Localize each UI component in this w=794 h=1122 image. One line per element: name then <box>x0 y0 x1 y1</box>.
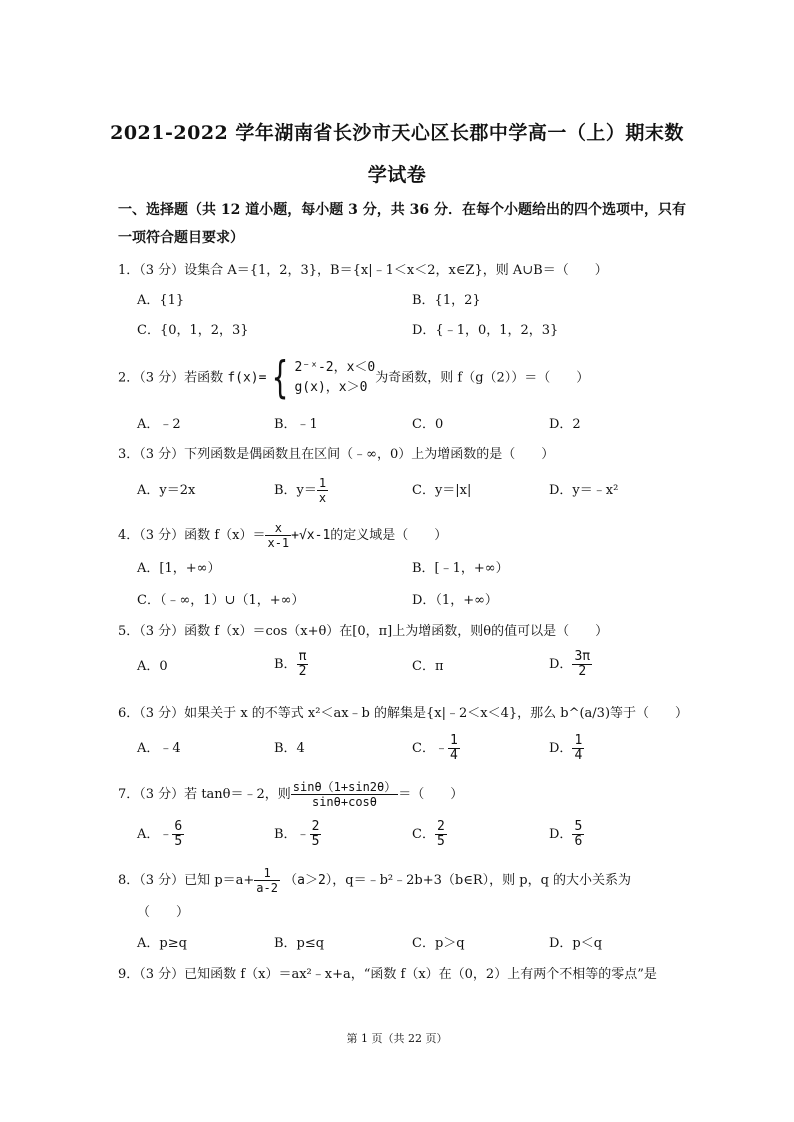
question-stem: （3 分）设集合 A＝{1，2，3}，B＝{x|﹣1＜x＜2，x∈Z}，则 A∪B＝（ ） <box>139 263 608 278</box>
question-stem-line2: （ ） <box>137 905 190 920</box>
brace-icon: { <box>272 352 289 403</box>
page-title-line1: 2021-2022 学年湖南省长沙市天心区长郡中学高一（上）期末数 <box>110 122 684 144</box>
option-c: C． $\frac{2}{5}$ <box>412 819 445 849</box>
question-2 <box>118 352 590 403</box>
fraction: $\frac{2}{5}$ <box>436 819 445 849</box>
fraction: $\frac{3\pi}{2}$ <box>574 649 591 679</box>
question-stem-post: ＝（ ） <box>398 787 464 802</box>
option-d: D． $\frac{1}{4}$ <box>549 733 583 763</box>
fraction: $\frac{2}{5}$ <box>311 819 320 849</box>
page-footer: 第 1 页（共 22 页） <box>346 1032 448 1045</box>
option-b: B．p≤q <box>274 936 325 951</box>
option-c: C．π <box>412 659 444 674</box>
question-3 <box>118 448 554 462</box>
fraction: $\frac{1}{a-2}$ <box>256 866 278 895</box>
question-1 <box>118 264 608 278</box>
question-stem: （3 分）函数 f（x）＝cos（x+θ）在[0，π]上为增函数，则θ的值可以是（ ） <box>139 624 609 639</box>
question-number: 2． <box>118 370 140 386</box>
option-d: D．p＜q <box>549 936 603 951</box>
question-stem-pre: （3 分）函数 f（x）＝ <box>139 528 266 543</box>
question-5 <box>118 625 608 639</box>
option-c: C．（﹣∞，1）∪（1，+∞） <box>137 593 305 608</box>
question-6 <box>118 707 688 721</box>
question-number: 8． <box>118 873 140 888</box>
case-2: g(x)，x＞0 <box>294 380 368 395</box>
option-c: C．{0，1，2，3} <box>137 323 249 338</box>
option-a: A．p≥q <box>137 936 187 951</box>
piecewise-function <box>227 352 376 403</box>
option-b: B．{1，2} <box>412 293 481 308</box>
question-stem: （3 分）如果关于 x 的不等式 x²＜ax﹣b 的解集是{x|﹣2＜x＜4}，那么 b^(a/3)等于（ ） <box>139 706 689 721</box>
question-stem-post: ，q＝﹣b²﹣2b+3（b∈R），则 p，q 的大小关系为 <box>332 873 632 888</box>
option-d: D．2 <box>549 417 581 432</box>
option-a: A．0 <box>137 659 168 674</box>
option-d: D．（1，+∞） <box>412 593 498 608</box>
question-number: 5． <box>118 624 140 639</box>
option-b: B．﹣1 <box>274 417 318 432</box>
fraction: $\frac{\sin\theta(1+\sin 2\theta)}{\sin\theta+\cos\theta}$ <box>292 780 397 809</box>
fraction: $\frac{x}{x-1}$ <box>267 521 290 550</box>
fraction: $\frac{\pi}{2}$ <box>298 649 307 679</box>
option-b: B．[﹣1，+∞） <box>412 561 509 576</box>
question-number: 6． <box>118 706 140 721</box>
question-stem-pre: （3 分）若函数 <box>139 370 224 386</box>
question-number: 1． <box>118 263 140 278</box>
option-c: C．p＞q <box>412 936 465 951</box>
option-a: A．﹣ $\frac{6}{5}$ <box>137 819 183 849</box>
option-a: A．﹣2 <box>137 417 181 432</box>
option-c: C．0 <box>412 417 444 432</box>
question-7 <box>118 780 463 809</box>
option-b: B．4 <box>274 741 305 756</box>
option-a: A．﹣4 <box>137 741 181 756</box>
case-1: 2⁻ˣ-2，x＜0 <box>294 360 376 375</box>
question-number: 4． <box>118 528 140 543</box>
option-d: D．{﹣1，0，1，2，3} <box>412 323 559 338</box>
question-9 <box>118 968 657 982</box>
option-a: A．[1，+∞） <box>137 561 221 576</box>
option-c: C．y＝|x| <box>412 483 472 498</box>
question-4 <box>118 521 447 550</box>
option-d: D． $\frac{5}{6}$ <box>549 819 583 849</box>
question-stem: （3 分）下列函数是偶函数且在区间（﹣∞，0）上为增函数的是（ ） <box>139 447 555 462</box>
option-b: B．﹣ $\frac{2}{5}$ <box>274 819 320 849</box>
option-d: D． $\frac{3\pi}{2}$ <box>549 649 591 679</box>
question-stem: （3 分）已知函数 f（x）＝ax²﹣x+a，“函数 f（x）在（0，2）上有两个不相等的零点”是 <box>139 967 657 982</box>
section-heading-cont: 一项符合题目要求） <box>118 230 244 246</box>
option-c: C．﹣ $\frac{1}{4}$ <box>412 733 458 763</box>
fraction: $\frac{1}{4}$ <box>574 733 583 763</box>
option-a: A．y＝2x <box>137 483 196 498</box>
option-a: A．{1} <box>137 293 185 308</box>
page-title-line2: 学试卷 <box>367 164 427 186</box>
section-heading: 一、选择题（共 12 道小题，每小题 3 分，共 36 分．在每个小题给出的四个选项中，只有 <box>118 202 686 218</box>
question-stem-pre: （3 分）若 tanθ＝﹣2，则 <box>139 787 291 802</box>
question-stem-post: 为奇函数，则 f（g（2））＝（ ） <box>375 370 590 386</box>
question-number: 3． <box>118 447 140 462</box>
sqrt-term: +√x-1 <box>291 528 331 543</box>
fraction: $\frac{5}{6}$ <box>574 819 583 849</box>
option-b: B．y＝ $\frac{1}{x}$ <box>274 476 327 505</box>
question-stem-post: 的定义域是（ ） <box>330 528 448 543</box>
question-8 <box>118 866 631 895</box>
option-b: B． $\frac{\pi}{2}$ <box>274 649 307 679</box>
question-stem-pre: （3 分）已知 p＝a+ <box>139 873 255 888</box>
condition: （a＞2） <box>284 873 333 888</box>
question-number: 7． <box>118 787 140 802</box>
fraction: $\frac{1}{4}$ <box>449 733 458 763</box>
function-name: f(x)= <box>227 370 267 386</box>
question-number: 9． <box>118 967 140 982</box>
fraction: $\frac{1}{x}$ <box>318 476 327 505</box>
option-d: D．y＝﹣x² <box>549 483 619 498</box>
fraction: $\frac{6}{5}$ <box>174 819 183 849</box>
